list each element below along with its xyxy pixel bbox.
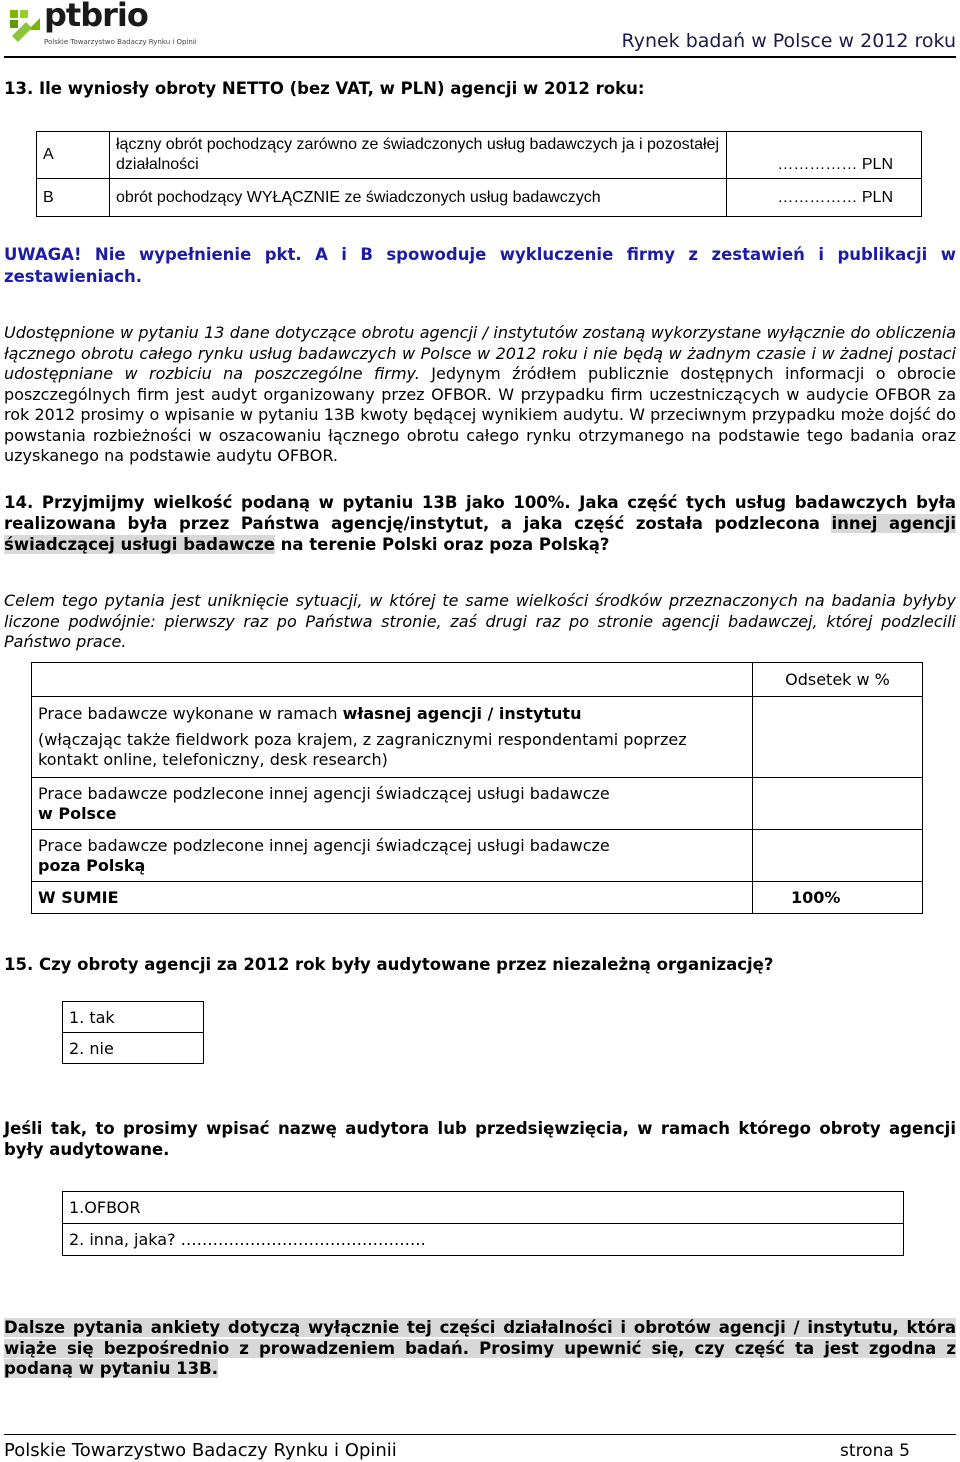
row-subcontracted-poland: Prace badawcze podzlecone innej agencji świadczącej usługi badawcze w Polsce — [32, 778, 753, 830]
footer-organization: Polskie Towarzystwo Badaczy Rynku i Opinii — [4, 1440, 397, 1461]
table-row — [32, 830, 923, 882]
auditor-ofbor[interactable]: 1.OFBOR — [63, 1192, 904, 1224]
column-header-percent: Odsetek w % — [753, 663, 923, 697]
page-number: strona 5 — [840, 1441, 910, 1461]
paragraph-normal: Jedynym źródłem publicznie dostępnych informacji o obrocie poszczególnych firm jest audyt organizowany przez OFBOR. W przypadku firm uczestniczących w audycie OFBOR za rok 2012 prosimy o wpisanie w pytaniu 13B kwoty będącej wynikiem audytu. W przeciwnym przypadku może dojść do powstania rozbieżności w oszacowaniu łącznego obrotu całego rynku otrzymanego na podstawie tego badania oraz uzyskanego na podstawie audytu OFBOR. — [4, 364, 957, 465]
table-row — [63, 1033, 204, 1064]
table-row — [63, 1224, 904, 1256]
auditor-other[interactable]: 2. inna, jaka? ………………………………………. — [63, 1224, 904, 1256]
footer-divider — [4, 1434, 956, 1435]
table-row — [37, 132, 922, 179]
table-row — [32, 697, 923, 778]
row-description: łączny obrót pochodzący zarówno ze świadczonych usług badawczych ja i pozostałej działalności — [110, 132, 727, 179]
sum-value: 100% — [753, 882, 923, 914]
q15-options-table — [62, 1001, 204, 1064]
ptbrio-logo — [8, 0, 197, 48]
final-note-text: Dalsze pytania ankiety dotyczą wyłącznie tej części działalności i obrotów agencji / instytutu, która wiąże się bezpośrednio z prowadzeniem badań. Prosimy upewnić się, czy część ta jest zgodna z podaną w pytaniu 13B. — [4, 1318, 956, 1378]
pln-input-b[interactable]: …………… PLN — [727, 179, 922, 217]
q14-note: Celem tego pytania jest uniknięcie sytuacji, w której te same wielkości środków przeznaczonych na badania byłyby liczone podwójnie: pierwszy raz po Państwa stronie, zaś drugi raz po stronie agencji badawczej, której podzlecili Państwo prace. — [4, 591, 956, 651]
question-15: 15. Czy obroty agencji za 2012 rok były audytowane przez niezależną organizację? — [4, 955, 774, 974]
warning-note: UWAGA! Nie wypełnienie pkt. A i B spowoduje wykluczenie firmy z zestawień i publikacji w zestawieniach. — [4, 245, 956, 286]
option-no[interactable]: 2. nie — [63, 1033, 204, 1064]
empty-cell — [32, 663, 753, 697]
question-14 — [4, 492, 956, 555]
percent-input-abroad[interactable] — [753, 830, 923, 882]
row-description: obrót pochodzący WYŁĄCZNIE ze świadczonych usług badawczych — [110, 179, 727, 217]
logo-subtitle: Polskie Towarzystwo Badaczy Rynku i Opinii — [44, 38, 197, 46]
logo-arrows-icon — [8, 6, 42, 42]
q14-text-2: na terenie Polski oraz poza Polską? — [274, 535, 610, 554]
header-divider — [4, 56, 956, 58]
q14-text-1: 14. Przyjmijmy wielkość podaną w pytaniu 13B jako 100%. Jaka część tych usług badawczych była realizowana była przez Państwa agencję/instytut, a jaka część została podzlecona — [4, 493, 956, 533]
table-row — [32, 882, 923, 914]
row-subcontracted-abroad: Prace badawcze podzlecone innej agencji świadczącej usługi badawcze poza Polską — [32, 830, 753, 882]
table-row — [37, 179, 922, 217]
q14-table — [31, 662, 923, 914]
final-note — [4, 1318, 956, 1380]
sum-label: W SUMIE — [32, 882, 753, 914]
table-row — [32, 663, 923, 697]
auditor-table — [62, 1191, 904, 1256]
row-letter: A — [37, 132, 110, 179]
data-usage-paragraph — [4, 323, 956, 467]
document-title: Rynek badań w Polsce w 2012 roku — [621, 30, 956, 52]
q13-table — [36, 131, 922, 217]
table-row — [63, 1192, 904, 1224]
row-letter: B — [37, 179, 110, 217]
question-13: 13. Ile wyniosły obroty NETTO (bez VAT, w PLN) agencji w 2012 roku: — [4, 79, 645, 98]
percent-input-own[interactable] — [753, 697, 923, 778]
table-row — [63, 1002, 204, 1033]
auditor-question: Jeśli tak, to prosimy wpisać nazwę audytora lub przedsięwzięcia, w ramach którego obroty agencji były audytowane. — [4, 1119, 956, 1159]
logo-wordmark: ptbrio — [44, 0, 148, 34]
pln-input-a[interactable]: …………… PLN — [727, 132, 922, 179]
option-yes[interactable]: 1. tak — [63, 1002, 204, 1033]
percent-input-poland[interactable] — [753, 778, 923, 830]
paragraph-italic: Udostępnione w pytaniu 13 dane dotyczące obrotu agencji / instytutów zostaną wykorzystane wyłącznie do obliczenia łącznego obrotu całego rynku usług badawczych w Polsce w 2012 roku i nie będą w żadnym czasie i w żadnej postaci udostępniane w rozbiciu na poszczególne firmy. — [4, 323, 956, 383]
row-own-agency: Prace badawcze wykonane w ramach własnej agencji / instytutu (włączając także fieldwork poza krajem, z zagranicznymi respondentami poprzez kontakt online, telefoniczny, desk research) — [32, 697, 753, 778]
table-row — [32, 778, 923, 830]
q14-highlight: innej agencji świadczącej usługi badawcze — [4, 514, 957, 554]
